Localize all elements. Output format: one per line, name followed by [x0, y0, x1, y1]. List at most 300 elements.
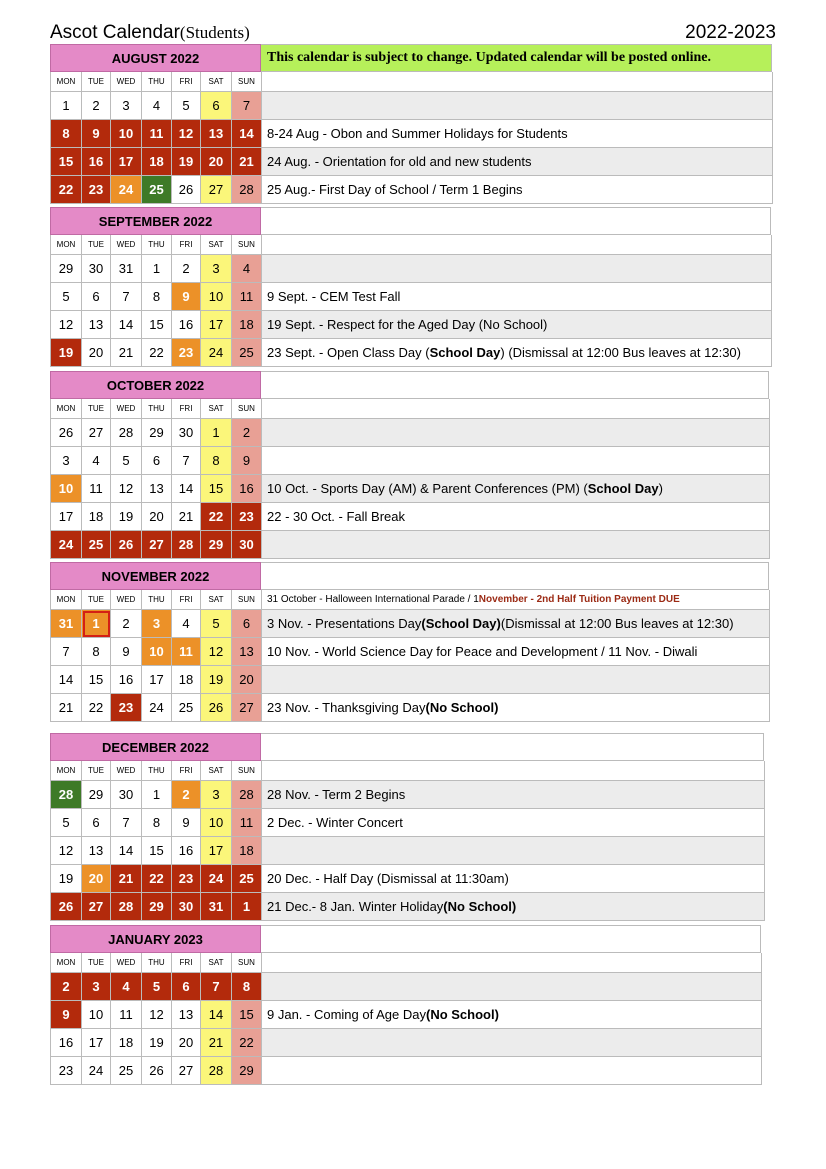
weekday-row [50, 761, 765, 781]
day-cell: 24 [142, 694, 172, 722]
weekday-label: MON [51, 235, 82, 255]
day-cell: 14 [111, 837, 142, 865]
day-cell: 2 [51, 973, 82, 1001]
event-note [262, 1029, 762, 1057]
day-cell: 27 [232, 694, 262, 722]
day-cell: 18 [142, 148, 172, 176]
day-cell: 6 [172, 973, 201, 1001]
month-name: SEPTEMBER 2022 [50, 207, 261, 235]
note-text: 21 Dec.- 8 Jan. Winter Holiday [267, 899, 444, 914]
month-name: AUGUST 2022 [50, 44, 261, 72]
weekday-label: SAT [201, 590, 232, 610]
day-cell: 24 [82, 1057, 111, 1085]
day-cell: 12 [172, 120, 201, 148]
day-cell: 14 [51, 666, 82, 694]
day-cell: 6 [82, 283, 111, 311]
day-cell: 20 [82, 865, 111, 893]
note-text: 8-24 Aug - Obon and Summer Holidays for Students [267, 126, 568, 141]
day-cell: 29 [232, 1057, 262, 1085]
week-row [50, 176, 773, 204]
weekday-label: SUN [232, 590, 262, 610]
weekday-label: SAT [201, 399, 232, 419]
day-cell: 16 [51, 1029, 82, 1057]
week-days [50, 1057, 262, 1085]
day-cell: 30 [172, 419, 201, 447]
week-days [50, 283, 262, 311]
weekday-row [50, 235, 772, 255]
note-text: (Dismissal at 12:00 Bus leaves at 12:30) [500, 616, 734, 631]
day-cell: 6 [232, 610, 262, 638]
week-row [50, 311, 772, 339]
note-text: ) [658, 481, 663, 496]
weekday-row [50, 399, 770, 419]
day-cell: 26 [51, 419, 82, 447]
day-cell: 6 [82, 809, 111, 837]
week-row [50, 503, 770, 531]
note-text: 2 Dec. - Winter Concert [267, 815, 403, 830]
month-header-note [261, 371, 769, 399]
note-text: School Day [587, 481, 659, 496]
day-cell: 2 [172, 255, 201, 283]
event-note [262, 610, 770, 638]
month-block [50, 562, 770, 722]
day-cell: 25 [172, 694, 201, 722]
event-note [262, 339, 772, 367]
day-cell: 7 [201, 973, 232, 1001]
day-cell: 15 [201, 475, 232, 503]
event-note [262, 893, 765, 921]
day-cell: 22 [142, 865, 172, 893]
day-cell: 23 [82, 176, 111, 204]
day-cell: 3 [111, 92, 142, 120]
day-cell: 9 [172, 809, 201, 837]
weekday-label: SAT [201, 72, 232, 92]
day-cell: 3 [201, 255, 232, 283]
day-cell: 13 [201, 120, 232, 148]
event-note [262, 865, 765, 893]
week-row [50, 865, 765, 893]
day-cell: 28 [232, 176, 262, 204]
month-header-note [261, 207, 771, 235]
day-cell: 28 [51, 781, 82, 809]
day-cell: 31 [51, 610, 82, 638]
note-text: 23 Sept. - Open Class Day ( [267, 345, 430, 360]
weekday-label: SAT [201, 953, 232, 973]
day-cell: 3 [201, 781, 232, 809]
week-days [50, 311, 262, 339]
month-name: OCTOBER 2022 [50, 371, 261, 399]
day-cell: 7 [51, 638, 82, 666]
event-note [262, 666, 770, 694]
note-text: 3 Nov. - Presentations Day [267, 616, 422, 631]
weekday-label: FRI [172, 761, 201, 781]
weekday-row [50, 953, 762, 973]
day-cell: 27 [172, 1057, 201, 1085]
day-cell: 23 [172, 865, 201, 893]
day-cell: 16 [82, 148, 111, 176]
week-row [50, 837, 765, 865]
day-cell: 11 [232, 809, 262, 837]
day-cell: 7 [172, 447, 201, 475]
day-cell: 25 [82, 531, 111, 559]
day-cell: 22 [232, 1029, 262, 1057]
weekday-label: FRI [172, 72, 201, 92]
day-cell: 9 [111, 638, 142, 666]
week-days [50, 339, 262, 367]
day-cell: 2 [232, 419, 262, 447]
week-days [50, 447, 262, 475]
day-cell: 17 [82, 1029, 111, 1057]
note-text: ) (Dismissal at 12:00 Bus leaves at 12:30) [500, 345, 741, 360]
week-days [50, 176, 262, 204]
day-cell: 26 [142, 1057, 172, 1085]
day-cell: 20 [82, 339, 111, 367]
weekday-label: SUN [232, 761, 262, 781]
day-cell: 30 [82, 255, 111, 283]
note-text: 9 Sept. - CEM Test Fall [267, 289, 401, 304]
day-cell: 30 [172, 893, 201, 921]
day-cell: 23 [232, 503, 262, 531]
day-cell: 28 [111, 893, 142, 921]
day-cell: 1 [232, 893, 262, 921]
day-cell: 12 [111, 475, 142, 503]
day-cell: 12 [51, 311, 82, 339]
day-cell: 17 [201, 311, 232, 339]
day-cell: 8 [82, 638, 111, 666]
month-header-row [50, 733, 765, 761]
day-cell: 31 [201, 893, 232, 921]
month-header-note [261, 733, 764, 761]
weekday-label: WED [111, 953, 142, 973]
day-cell: 4 [82, 447, 111, 475]
day-cell: 10 [201, 283, 232, 311]
day-cell: 23 [111, 694, 142, 722]
week-days [50, 148, 262, 176]
day-cell: 10 [111, 120, 142, 148]
weekday-note [262, 235, 772, 255]
week-row [50, 92, 773, 120]
week-days [50, 666, 262, 694]
day-cell: 25 [111, 1057, 142, 1085]
day-cell: 27 [201, 176, 232, 204]
week-days [50, 809, 262, 837]
week-days [50, 610, 262, 638]
day-cell: 13 [82, 311, 111, 339]
day-cell: 23 [51, 1057, 82, 1085]
weekday-label: WED [111, 399, 142, 419]
day-cell: 21 [201, 1029, 232, 1057]
month-block [50, 44, 773, 204]
weekday-label: WED [111, 590, 142, 610]
weekday-label: TUE [82, 590, 111, 610]
day-cell: 9 [82, 120, 111, 148]
week-days [50, 893, 262, 921]
weekday-label: SAT [201, 761, 232, 781]
day-cell: 20 [172, 1029, 201, 1057]
day-cell: 21 [111, 339, 142, 367]
weekday-label: TUE [82, 235, 111, 255]
day-cell: 24 [111, 176, 142, 204]
day-cell: 28 [172, 531, 201, 559]
week-days [50, 837, 262, 865]
week-days [50, 475, 262, 503]
weekday-label: THU [142, 72, 172, 92]
weekday-label: FRI [172, 590, 201, 610]
weekday-label: SUN [232, 953, 262, 973]
day-cell: 20 [232, 666, 262, 694]
day-cell: 8 [201, 447, 232, 475]
event-note [262, 475, 770, 503]
week-row [50, 339, 772, 367]
day-cell: 25 [232, 339, 262, 367]
week-row [50, 1001, 762, 1029]
day-cell: 5 [172, 92, 201, 120]
day-cell: 19 [111, 503, 142, 531]
weekday-label: FRI [172, 399, 201, 419]
day-cell: 17 [51, 503, 82, 531]
day-cell: 10 [142, 638, 172, 666]
day-cell: 22 [201, 503, 232, 531]
weekday-label: MON [51, 399, 82, 419]
day-cell: 8 [142, 283, 172, 311]
event-note [262, 447, 770, 475]
weekday-label: TUE [82, 399, 111, 419]
day-cell: 16 [172, 837, 201, 865]
week-row [50, 781, 765, 809]
day-cell: 6 [142, 447, 172, 475]
weekday-header [50, 761, 262, 781]
day-cell: 29 [51, 255, 82, 283]
day-cell: 29 [142, 419, 172, 447]
weekday-label: THU [142, 399, 172, 419]
week-row [50, 419, 770, 447]
week-days [50, 255, 262, 283]
week-days [50, 973, 262, 1001]
day-cell: 14 [172, 475, 201, 503]
day-cell: 4 [172, 610, 201, 638]
note-text: (No School) [443, 899, 517, 914]
month-block [50, 733, 765, 921]
note-text: 28 Nov. - Term 2 Begins [267, 787, 406, 802]
weekday-row [50, 72, 773, 92]
weekday-label: TUE [82, 72, 111, 92]
event-note [262, 92, 773, 120]
day-cell: 19 [201, 666, 232, 694]
weekday-label: SUN [232, 72, 262, 92]
day-cell: 15 [232, 1001, 262, 1029]
event-note [262, 176, 773, 204]
day-cell: 31 [111, 255, 142, 283]
note-text: 19 Sept. - Respect for the Aged Day (No School) [267, 317, 548, 332]
day-cell: 17 [111, 148, 142, 176]
week-row [50, 148, 773, 176]
week-row [50, 610, 770, 638]
note-text: 31 October - Halloween International Parade / 1 [267, 594, 479, 605]
month-header-note [261, 562, 769, 590]
day-cell: 11 [82, 475, 111, 503]
day-cell: 13 [232, 638, 262, 666]
day-cell: 9 [172, 283, 201, 311]
day-cell: 18 [172, 666, 201, 694]
week-days [50, 503, 262, 531]
day-cell: 16 [232, 475, 262, 503]
weekday-label: SUN [232, 235, 262, 255]
day-cell: 8 [51, 120, 82, 148]
day-cell: 12 [142, 1001, 172, 1029]
day-cell: 27 [142, 531, 172, 559]
day-cell: 30 [232, 531, 262, 559]
day-cell: 18 [232, 311, 262, 339]
weekday-header [50, 72, 262, 92]
day-cell: 5 [111, 447, 142, 475]
event-note [262, 638, 770, 666]
weekday-label: WED [111, 72, 142, 92]
day-cell: 3 [82, 973, 111, 1001]
day-cell: 1 [142, 781, 172, 809]
day-cell: 22 [142, 339, 172, 367]
day-cell: 19 [172, 148, 201, 176]
weekday-label: MON [51, 761, 82, 781]
week-days [50, 531, 262, 559]
day-cell: 11 [111, 1001, 142, 1029]
month-block [50, 925, 762, 1085]
day-cell: 11 [142, 120, 172, 148]
day-cell: 15 [142, 311, 172, 339]
day-cell: 20 [142, 503, 172, 531]
event-note [262, 973, 762, 1001]
day-cell: 21 [51, 694, 82, 722]
day-cell: 14 [232, 120, 262, 148]
day-cell: 1 [201, 419, 232, 447]
month-header-note [261, 44, 772, 72]
weekday-note [262, 761, 765, 781]
day-cell: 10 [201, 809, 232, 837]
week-days [50, 1001, 262, 1029]
month-name: JANUARY 2023 [50, 925, 261, 953]
day-cell: 30 [111, 781, 142, 809]
event-note [262, 781, 765, 809]
day-cell: 2 [82, 92, 111, 120]
day-cell: 9 [51, 1001, 82, 1029]
week-row [50, 120, 773, 148]
day-cell: 27 [82, 893, 111, 921]
weekday-label: THU [142, 235, 172, 255]
week-row [50, 809, 765, 837]
weekday-note [262, 72, 773, 92]
day-cell: 16 [111, 666, 142, 694]
week-row [50, 1029, 762, 1057]
day-cell: 20 [201, 148, 232, 176]
weekday-label: TUE [82, 953, 111, 973]
week-days [50, 638, 262, 666]
week-row [50, 1057, 762, 1085]
week-days [50, 865, 262, 893]
day-cell: 14 [111, 311, 142, 339]
event-note [262, 1001, 762, 1029]
week-row [50, 447, 770, 475]
week-row [50, 475, 770, 503]
week-days [50, 694, 262, 722]
day-cell: 3 [51, 447, 82, 475]
event-note [262, 694, 770, 722]
weekday-label: MON [51, 953, 82, 973]
note-text: (School Day) [421, 616, 501, 631]
month-header-row [50, 562, 770, 590]
weekday-label: THU [142, 953, 172, 973]
day-cell: 26 [172, 176, 201, 204]
day-cell: 13 [82, 837, 111, 865]
weekday-label: WED [111, 235, 142, 255]
day-cell: 18 [82, 503, 111, 531]
month-header-row [50, 207, 772, 235]
day-cell: 21 [111, 865, 142, 893]
event-note [262, 283, 772, 311]
week-days [50, 781, 262, 809]
day-cell: 10 [82, 1001, 111, 1029]
month-header-note [261, 925, 761, 953]
school-year: 2022-2023 [685, 22, 776, 43]
day-cell: 16 [172, 311, 201, 339]
month-header-row [50, 371, 770, 399]
day-cell: 18 [232, 837, 262, 865]
event-note [262, 503, 770, 531]
note-text: 23 Nov. - Thanksgiving Day [267, 700, 426, 715]
event-note [262, 419, 770, 447]
day-cell: 13 [172, 1001, 201, 1029]
day-cell: 11 [172, 638, 201, 666]
weekday-label: THU [142, 590, 172, 610]
day-cell: 26 [51, 893, 82, 921]
day-cell: 28 [232, 781, 262, 809]
event-note [262, 148, 773, 176]
note-text: 10 Nov. - World Science Day for Peace and Development / 11 Nov. - Diwali [267, 644, 698, 659]
day-cell: 2 [172, 781, 201, 809]
event-note [262, 837, 765, 865]
week-row [50, 666, 770, 694]
note-text: 20 Dec. - Half Day (Dismissal at 11:30am) [267, 871, 509, 886]
day-cell: 5 [142, 973, 172, 1001]
day-cell: 7 [111, 283, 142, 311]
weekday-label: TUE [82, 761, 111, 781]
day-cell: 25 [232, 865, 262, 893]
day-cell: 2 [111, 610, 142, 638]
month-header-row [50, 44, 773, 72]
week-row [50, 283, 772, 311]
day-cell: 3 [142, 610, 172, 638]
day-cell: 21 [232, 148, 262, 176]
page-title: Ascot Calendar(Students) [50, 22, 250, 43]
weekday-label: FRI [172, 235, 201, 255]
day-cell: 29 [82, 781, 111, 809]
weekday-header [50, 953, 262, 973]
day-cell: 29 [142, 893, 172, 921]
event-note [262, 311, 772, 339]
day-cell: 15 [142, 837, 172, 865]
day-cell: 4 [142, 92, 172, 120]
week-row [50, 973, 762, 1001]
weekday-note [262, 590, 770, 610]
day-cell: 7 [232, 92, 262, 120]
day-cell: 12 [51, 837, 82, 865]
week-row [50, 694, 770, 722]
week-row [50, 255, 772, 283]
weekday-header [50, 399, 262, 419]
day-cell: 13 [142, 475, 172, 503]
note-text: (No School) [425, 700, 499, 715]
day-cell: 28 [201, 1057, 232, 1085]
note-text: 24 Aug. - Orientation for old and new students [267, 154, 532, 169]
day-cell: 28 [111, 419, 142, 447]
